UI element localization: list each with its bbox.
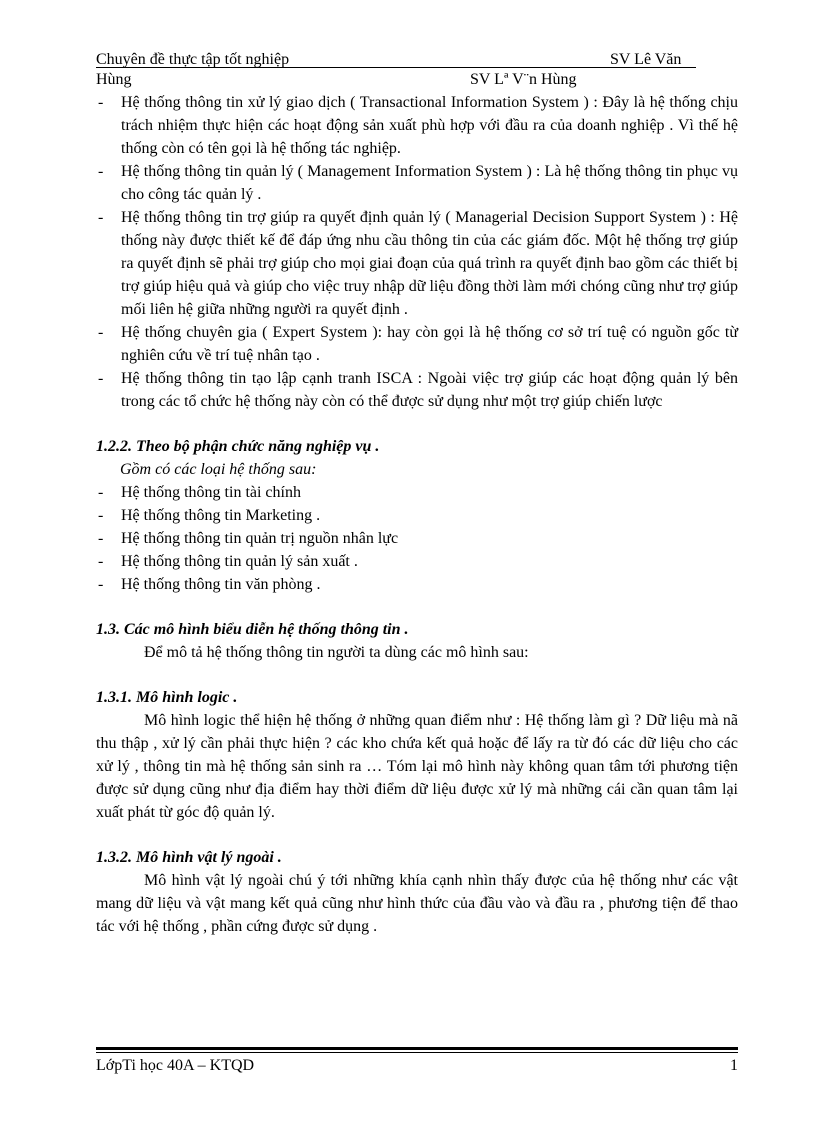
list-item-text: Hệ thống thông tin xử lý giao dịch ( Transactional Information System ) : Đây là hệ thống chịu trách nhiệm thực hiện các hoạt động sản xuất phù hợp với đầu ra của doanh nghiệp . Vì thế hệ thống còn có tên gọi là hệ thống tác nghiệp. (121, 94, 738, 157)
list-item (96, 321, 738, 367)
header-author: SV Lê Văn (610, 51, 682, 68)
bullet: - (98, 163, 104, 180)
list-item (96, 160, 738, 206)
list-item (96, 481, 738, 504)
section-heading-13: 1.3. Các mô hình biểu diễn hệ thống thông tin . (96, 621, 409, 638)
spacer (96, 824, 738, 846)
list-item (96, 367, 738, 413)
list-item (96, 91, 738, 160)
list-item (96, 550, 738, 573)
list-item (96, 573, 738, 596)
list-item-text: Hệ thống thông tin quản trị nguồn nhân lực (121, 530, 399, 547)
list-item-text: Hệ thống chuyên gia ( Expert System ): hay còn gọi là hệ thống cơ sở trí tuệ có nguồn gốc từ nghiên cứu về trí tuệ nhân tạo . (121, 324, 738, 364)
section-heading-132: 1.3.2. Mô hình vật lý ngoài . (96, 849, 282, 866)
list-item (96, 206, 738, 321)
header-author-continued: Hùng (96, 71, 132, 88)
list-item-text: Hệ thống thông tin tài chính (121, 484, 301, 501)
system-types-list (96, 91, 738, 413)
page-header-line2 (96, 71, 736, 89)
document-body (96, 91, 738, 938)
bullet: - (98, 209, 104, 226)
header-author-garbled: SV Lª V¨n Hùng (470, 71, 577, 88)
list-item-text: Hệ thống thông tin quản lý ( Management Information System ) : Là hệ thống thông tin phục vụ cho công tác quản lý . (121, 163, 738, 203)
list-item (96, 504, 738, 527)
footer-rule-thick (96, 1047, 738, 1050)
page-footer (96, 1056, 738, 1076)
bullet: - (98, 553, 104, 570)
bullet: - (98, 576, 104, 593)
section-intro: Gồm có các loại hệ thống sau: (120, 461, 317, 478)
section-132-text: Mô hình vật lý ngoài chú ý tới những khía cạnh nhìn thấy được của hệ thống như các vật mang dữ liệu và vật mang kết quả cũng như hình thức của đầu vào và đầu ra , phương tiện để thao tác với hệ thống , phần cứng được sử dụng . (96, 872, 738, 935)
list-item-text: Hệ thống thông tin Marketing . (121, 507, 321, 524)
functional-systems-list (96, 481, 738, 596)
spacer (96, 664, 738, 686)
page-number: 1 (730, 1057, 738, 1074)
section-heading-131: 1.3.1. Mô hình logic . (96, 689, 238, 706)
bullet: - (98, 94, 104, 111)
footer-class: LớpTi học 40A – KTQD (96, 1057, 255, 1074)
spacer (96, 413, 738, 435)
header-rule (96, 67, 696, 68)
list-item-text: Hệ thống thông tin quản lý sản xuất . (121, 553, 358, 570)
spacer (96, 596, 738, 618)
footer-rule-thin (96, 1052, 738, 1053)
list-item-text: Hệ thống thông tin văn phòng . (121, 576, 321, 593)
section-131-text: Mô hình logic thể hiện hệ thống ở những quan điểm như : Hệ thống làm gì ? Dữ liệu mà nã thu thập , xử lý cần phải thực hiện ? các kho chứa kết quả hoặc để lấy ra từ đó các dữ liệu cho các xử lý , thông tin mà hệ thống sản sinh ra … Tóm lại mô hình này không quan tâm tới phương tiện được sử dụng cũng như địa điểm hay thời điểm dữ liệu được xử lý mà những cái cần quan tâm lại xuất phát từ góc độ quản lý. (96, 712, 738, 821)
bullet: - (98, 484, 104, 501)
bullet: - (98, 324, 104, 341)
section-heading-122: 1.2.2. Theo bộ phận chức năng nghiệp vụ . (96, 438, 380, 455)
bullet: - (98, 370, 104, 387)
bullet: - (98, 507, 104, 524)
section-13-text: Để mô tả hệ thống thông tin người ta dùng các mô hình sau: (144, 644, 529, 661)
list-item (96, 527, 738, 550)
list-item-text: Hệ thống thông tin trợ giúp ra quyết định quản lý ( Managerial Decision Support System ) : Hệ thống này được thiết kế để đáp ứng nhu cầu thông tin của các giám đốc. Một hệ thống trợ giúp ra quyết định sẽ phải trợ giúp cho mọi giai đoạn của quá trình ra quyết định bao gồm các thiết bị trợ giúp hiệu quả và giúp cho việc truy nhập dữ liệu đồng thời làm mới chóng cũng như trợ giúp mối liên hệ giữa những người ra quyết định . (121, 209, 738, 318)
header-title: Chuyên đề thực tập tốt nghiệp (96, 51, 290, 68)
bullet: - (98, 530, 104, 547)
list-item-text: Hệ thống thông tin tạo lập cạnh tranh ISCA : Ngoài việc trợ giúp các hoạt động quản lý bên trong các tổ chức hệ thống này còn có thể được sử dụng như một trợ giúp chiến lược (121, 370, 738, 410)
